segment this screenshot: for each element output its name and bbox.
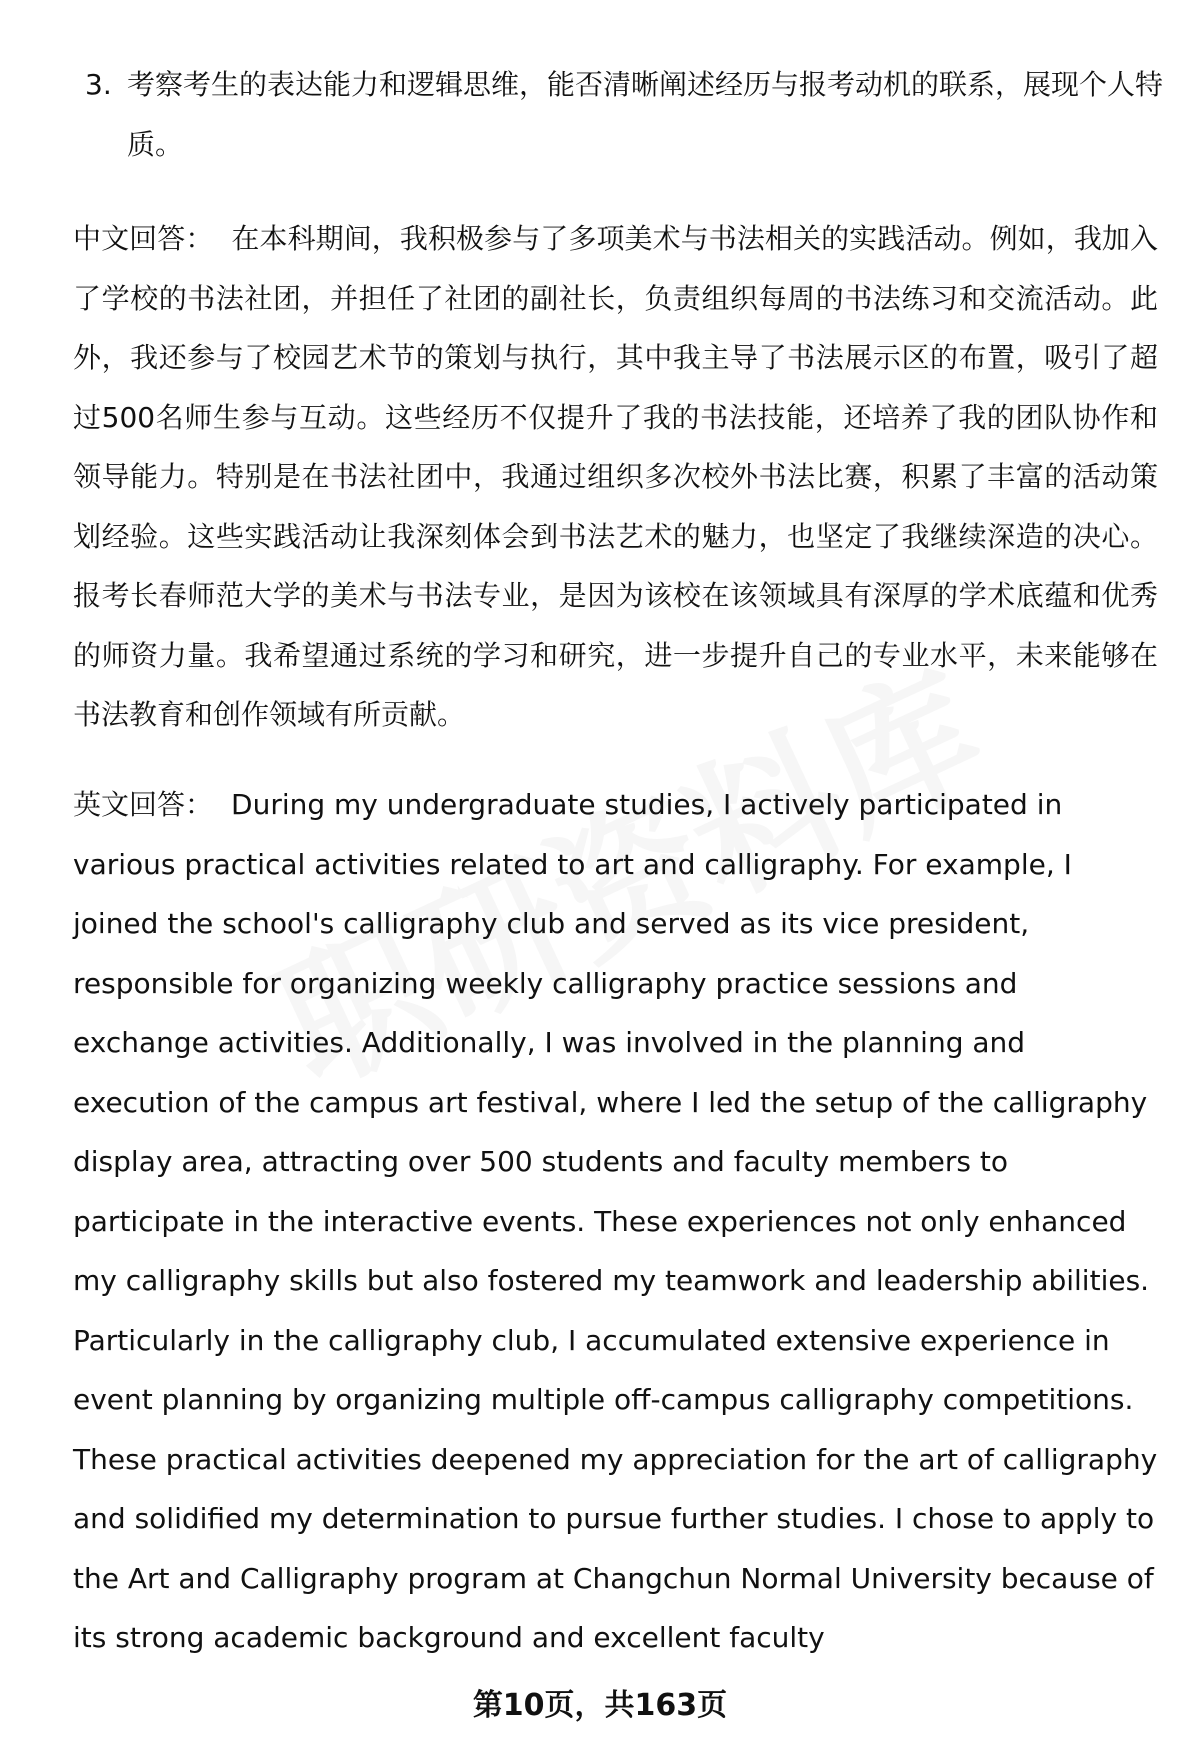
english-answer-text: During my undergraduate studies, I actively participated in various practical activities related to art and calligraphy. For example, I joined the school's calligraphy club and served as its vice president, responsible for organizing weekly calligraphy practice sessions and exchange activities. Additionally, I was involved in the planning and execution of the campus art festival, where I led the setup of the calligraphy display area, attracting over 500 students and faculty members to participate in the interactive events. These experiences not only enhanced my calligraphy skills but also fostered my teamwork and leadership abilities. Particularly in the calligraphy club, I accumulated extensive experience in event planning by organizing multiple off-campus calligraphy competitions. These practical activities deepened my appreciation for the art of calligraphy and solidified my determination to pursue further studies. I chose to apply to the Art and Calligraphy program at Changchun Normal University because of its strong academic background and excellent faculty [73,788,1158,1654]
chinese-answer-label: 中文回答： [73,222,214,255]
page-number-footer: 第10页，共163页 [472,1688,728,1723]
chinese-answer-paragraph [73,209,1158,745]
list-item-number: 3. [85,68,112,101]
english-answer-label: 英文回答： [73,788,214,821]
chinese-answer-text: 在本科期间，我积极参与了多项美术与书法相关的实践活动。例如，我加入了学校的书法社团，并担任了社团的副社长，负责组织每周的书法练习和交流活动。此外，我还参与了校园艺术节的策划与执行，其中我主导了书法展示区的布置，吸引了超过500名师生参与互动。这些经历不仅提升了我的书法技能，还培养了我的团队协作和领导能力。特别是在书法社团中，我通过组织多次校外书法比赛，积累了丰富的活动策划经验。这些实践活动让我深刻体会到书法艺术的魅力，也坚定了我继续深造的决心。报考长春师范大学的美术与书法专业，是因为该校在该领域具有深厚的学术底蕴和优秀的师资力量。我希望通过系统的学习和研究，进一步提升自己的专业水平，未来能够在书法教育和创作领域有所贡献。 [73,222,1158,731]
list-item-text: 考察考生的表达能力和逻辑思维，能否清晰阐述经历与报考动机的联系，展现个人特质。 [127,68,1164,161]
english-answer-paragraph [73,775,1158,1668]
list-item-3 [75,55,1165,175]
